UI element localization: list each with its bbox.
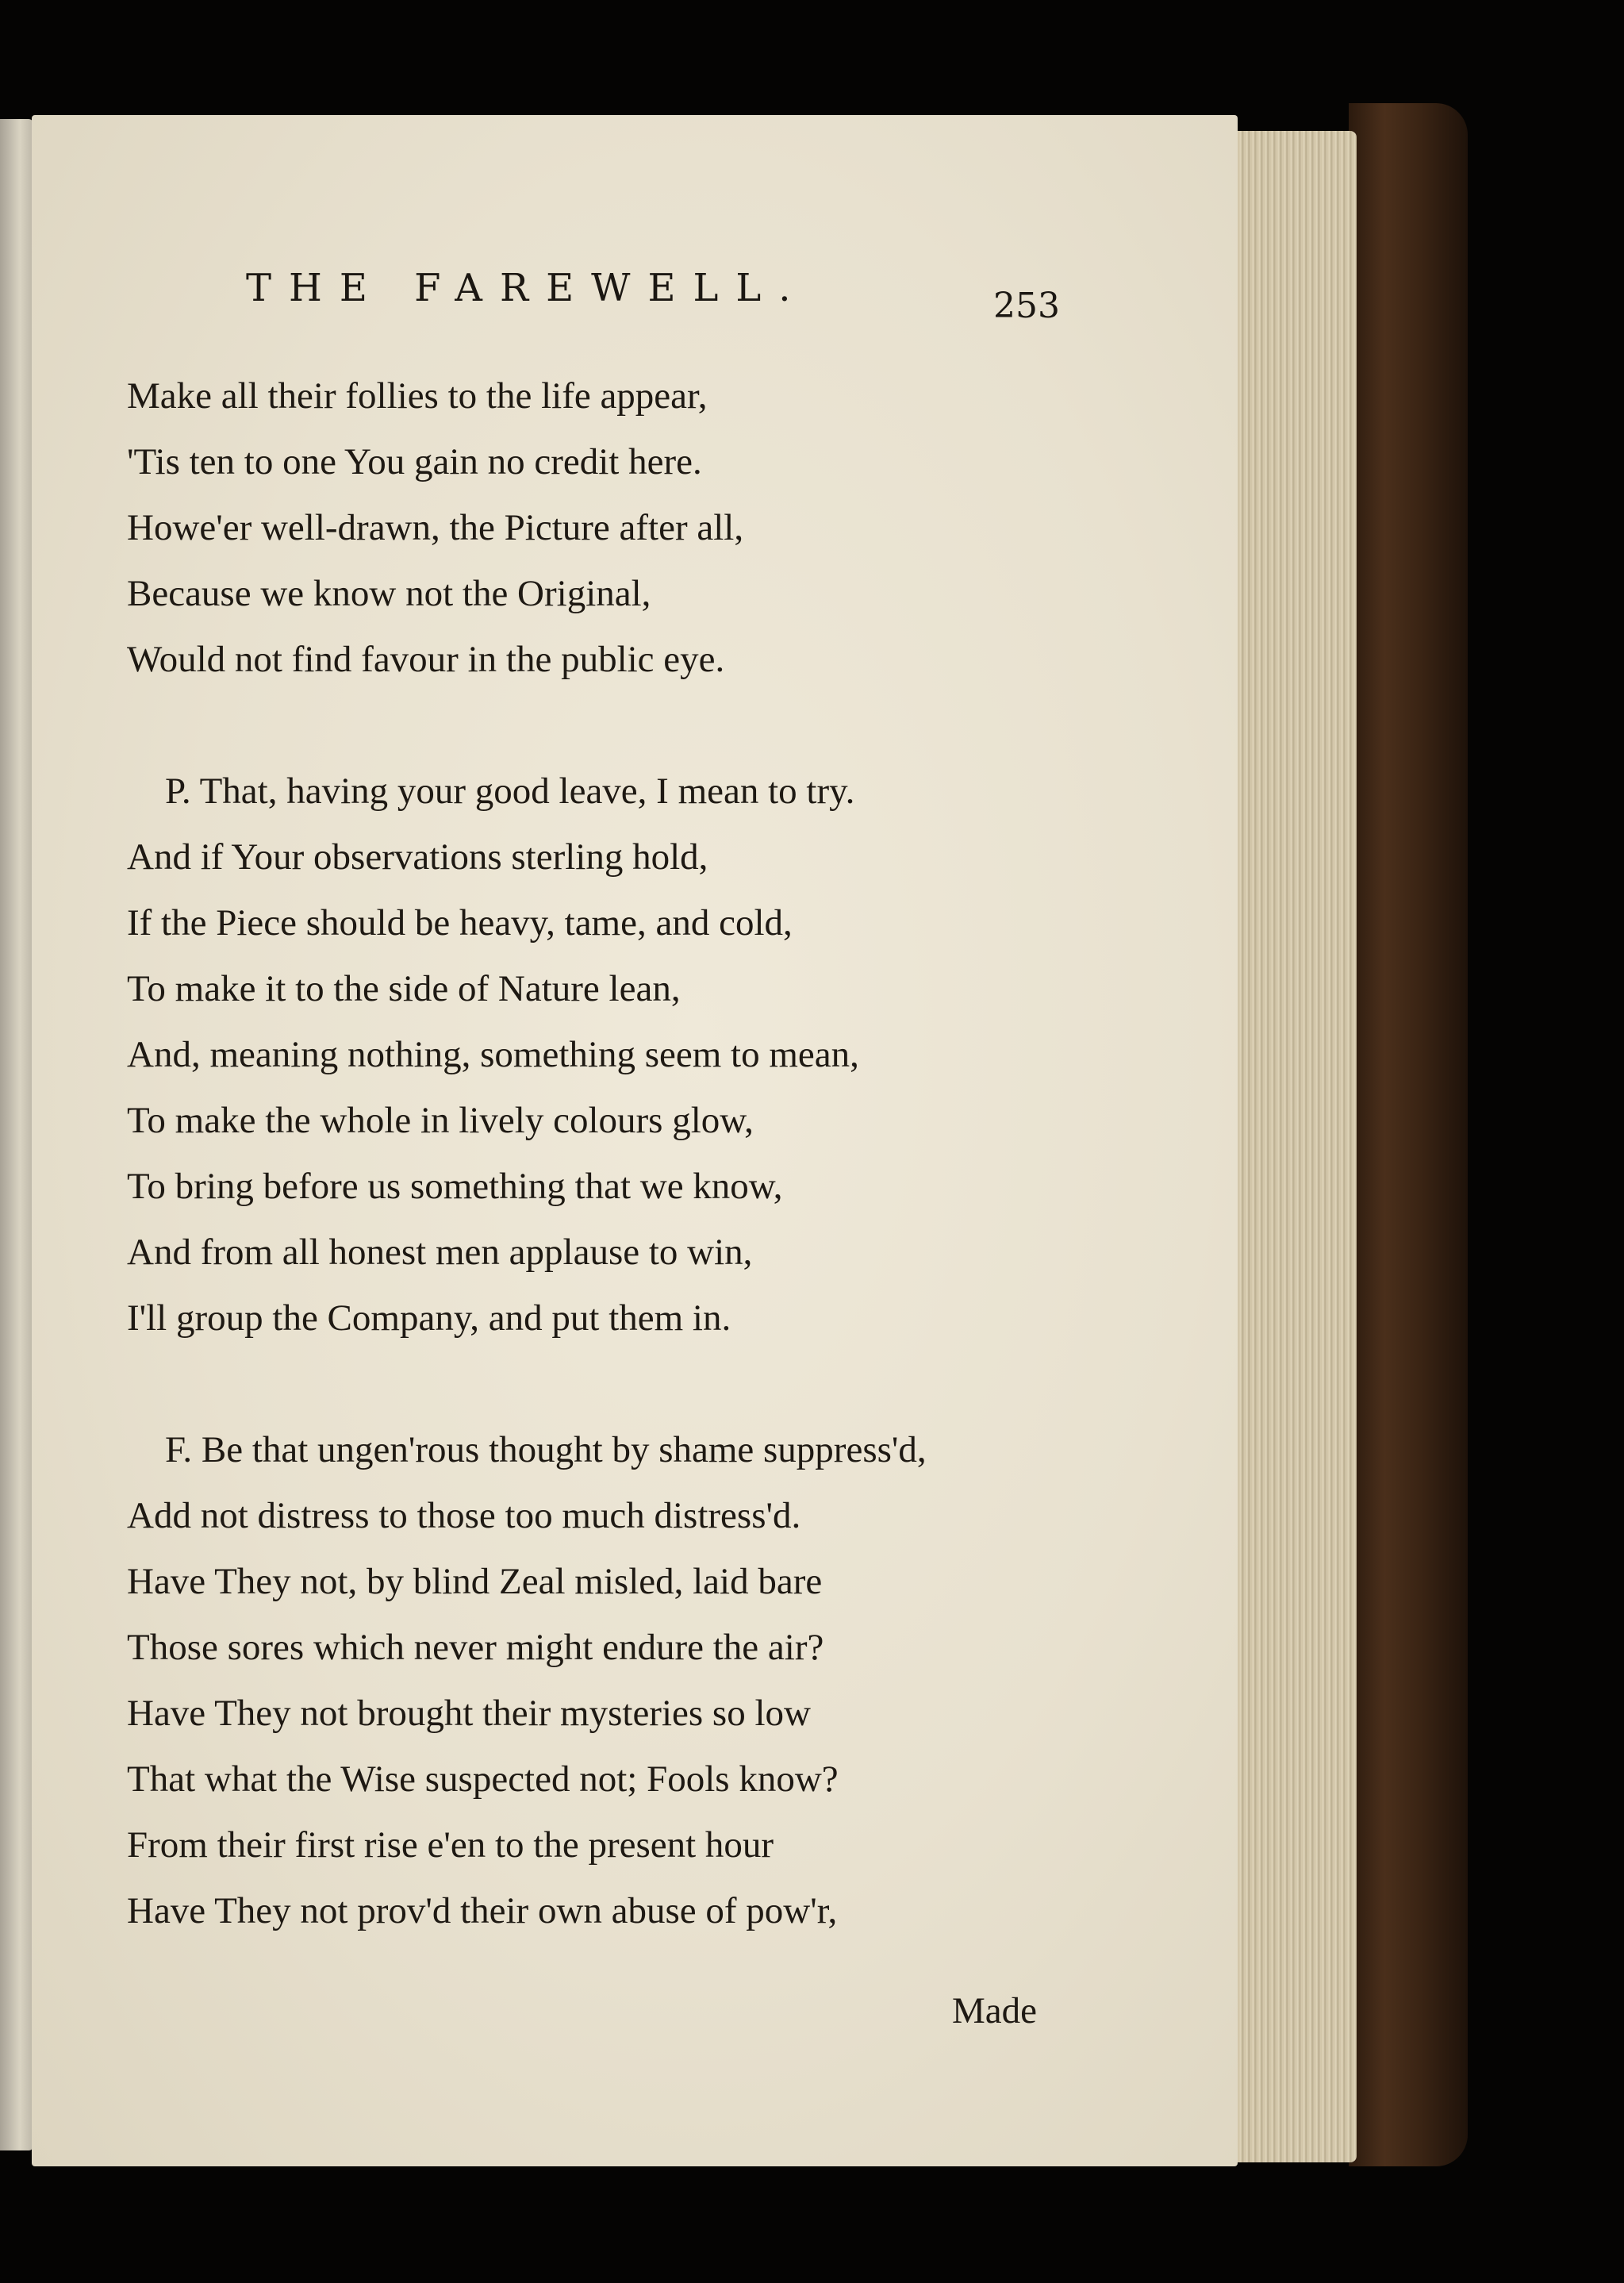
verse-line: And if Your observations sterling hold,	[127, 836, 708, 878]
verse-line: 'Tis ten to one You gain no credit here.	[127, 441, 702, 482]
verse-line: Would not find favour in the public eye.	[127, 639, 725, 680]
verse-line: I'll group the Company, and put them in.	[127, 1297, 731, 1339]
page-edges	[1226, 131, 1357, 2162]
verse-line: To make the whole in lively colours glow,	[127, 1100, 754, 1141]
verse-line: To make it to the side of Nature lean,	[127, 968, 681, 1009]
catchword: Made	[952, 1990, 1038, 2031]
poem-text	[127, 363, 1111, 1944]
running-head: THE FAREWELL.	[246, 266, 808, 310]
verse-line: Make all their follies to the life appear,	[127, 375, 708, 417]
verse-line: Add not distress to those too much distress'd.	[127, 1495, 801, 1536]
verse-line: And from all honest men applause to win,	[127, 1232, 753, 1273]
stanza-2	[127, 759, 1111, 1351]
verse-line: P. That, having your good leave, I mean to try.	[165, 771, 855, 812]
leather-binding	[1349, 103, 1468, 2166]
verse-line: Those sores which never might endure the air?	[127, 1627, 824, 1668]
page-number: 253	[993, 286, 1060, 326]
verse-line: To bring before us something that we know,	[127, 1166, 783, 1207]
stanza-1	[127, 363, 1111, 693]
verse-line: From their first rise e'en to the present hour	[127, 1824, 774, 1866]
verse-line: Because we know not the Original,	[127, 573, 651, 614]
verse-line: Howe'er well-drawn, the Picture after all,	[127, 507, 744, 548]
verse-line: Have They not, by blind Zeal misled, laid bare	[127, 1561, 823, 1602]
verse-line: Have They not brought their mysteries so low	[127, 1693, 811, 1734]
facing-page-edge	[0, 119, 33, 2150]
verse-line: Have They not prov'd their own abuse of pow'r,	[127, 1890, 838, 1931]
verse-line: If the Piece should be heavy, tame, and cold,	[127, 902, 793, 944]
verse-line: And, meaning nothing, something seem to mean,	[127, 1034, 859, 1075]
stanza-3	[127, 1417, 1111, 1944]
verse-line: F. Be that ungen'rous thought by shame suppress'd,	[165, 1429, 927, 1470]
verse-line: That what the Wise suspected not; Fools know?	[127, 1758, 839, 1800]
